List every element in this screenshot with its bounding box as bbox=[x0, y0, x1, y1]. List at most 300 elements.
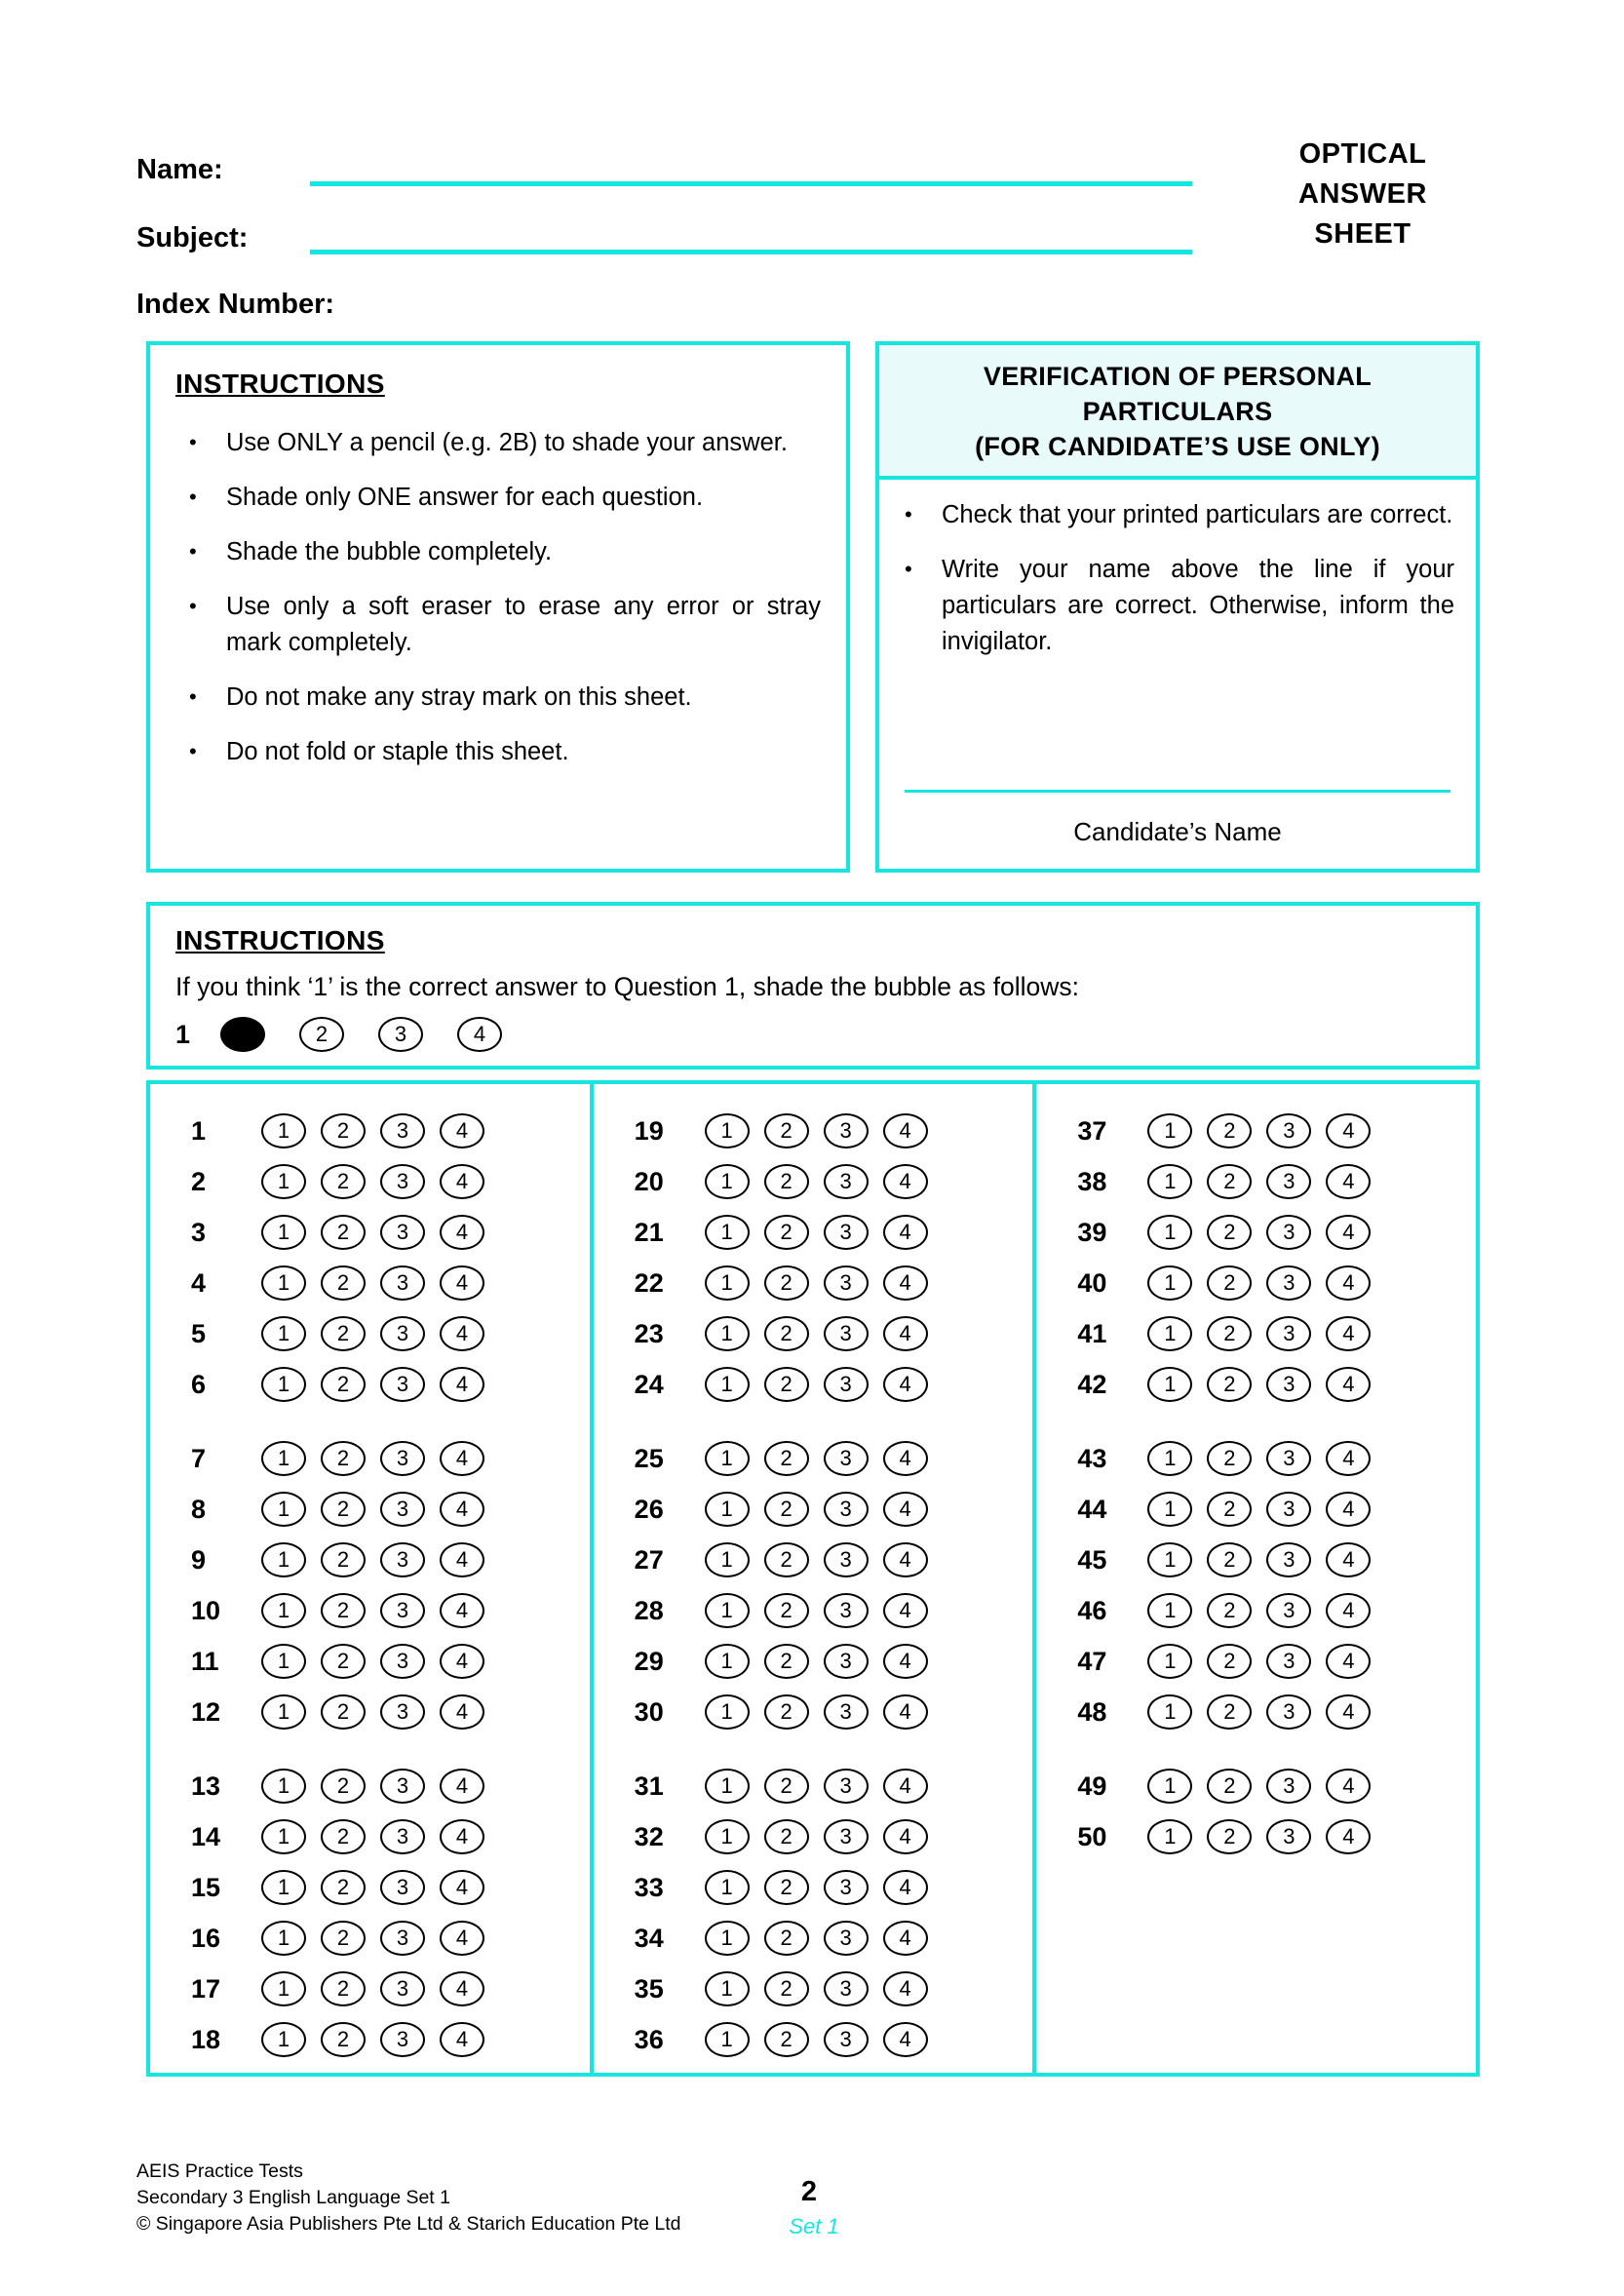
bubble-q17-opt3[interactable]: 3 bbox=[380, 1971, 425, 2006]
bubble-q39-opt4[interactable]: 4 bbox=[1326, 1215, 1371, 1250]
bubble-group bbox=[705, 1542, 928, 1577]
bubble-q28-opt3[interactable]: 3 bbox=[824, 1593, 869, 1628]
bubble-q33-opt3[interactable]: 3 bbox=[824, 1870, 869, 1905]
question-number: 17 bbox=[191, 1973, 221, 2004]
bubble-q5-opt2[interactable]: 2 bbox=[321, 1316, 366, 1351]
answer-row bbox=[594, 2014, 1033, 2065]
question-number: 50 bbox=[1077, 1821, 1107, 1851]
bubble-group bbox=[261, 1164, 484, 1199]
verification-heading bbox=[879, 345, 1476, 480]
bubble-q25-opt1[interactable]: 1 bbox=[705, 1441, 750, 1476]
bubble-q24-opt3[interactable]: 3 bbox=[824, 1367, 869, 1402]
bubble-q24-opt1[interactable]: 1 bbox=[705, 1367, 750, 1402]
bubble-q38-opt4[interactable]: 4 bbox=[1326, 1164, 1371, 1199]
answer-row bbox=[1036, 1687, 1476, 1737]
example-instructions-box bbox=[146, 902, 1480, 1070]
bubble-q47-opt4[interactable]: 4 bbox=[1326, 1644, 1371, 1679]
bubble-q22-opt3[interactable]: 3 bbox=[824, 1265, 869, 1301]
index-number-label: Index Number: bbox=[136, 289, 335, 320]
question-number: 42 bbox=[1077, 1369, 1107, 1399]
bubble-q42-opt1[interactable]: 1 bbox=[1147, 1367, 1192, 1402]
answer-column-3 bbox=[1032, 1084, 1476, 2073]
bubble-q17-opt1[interactable]: 1 bbox=[261, 1971, 306, 2006]
bubble-q9-opt4[interactable]: 4 bbox=[440, 1542, 484, 1577]
bubble-q35-opt1[interactable]: 1 bbox=[705, 1971, 750, 2006]
bubble-q40-opt2[interactable]: 2 bbox=[1207, 1265, 1252, 1301]
bubble-q15-opt4[interactable]: 4 bbox=[440, 1870, 484, 1905]
bubble-q2-opt4[interactable]: 4 bbox=[440, 1164, 484, 1199]
bubble-q50-opt2[interactable]: 2 bbox=[1207, 1819, 1252, 1854]
bubble-q36-opt4[interactable]: 4 bbox=[883, 2022, 928, 2057]
bubble-q34-opt1[interactable]: 1 bbox=[705, 1921, 750, 1956]
bubble-q11-opt3[interactable]: 3 bbox=[380, 1644, 425, 1679]
bubble-q43-opt3[interactable]: 3 bbox=[1266, 1441, 1311, 1476]
bubble-q11-opt1[interactable]: 1 bbox=[261, 1644, 306, 1679]
bubble-q46-opt3[interactable]: 3 bbox=[1266, 1593, 1311, 1628]
question-number: 1 bbox=[191, 1115, 207, 1146]
bubble-q21-opt4[interactable]: 4 bbox=[883, 1215, 928, 1250]
bubble-q24-opt4[interactable]: 4 bbox=[883, 1367, 928, 1402]
bubble-q16-opt2[interactable]: 2 bbox=[321, 1921, 366, 1956]
footer-line-1: AEIS Practice Tests bbox=[136, 2160, 303, 2182]
bubble-q44-opt3[interactable]: 3 bbox=[1266, 1492, 1311, 1527]
bubble-q6-opt2[interactable]: 2 bbox=[321, 1367, 366, 1402]
bubble-group bbox=[261, 1769, 484, 1804]
bubble-q1-opt1[interactable]: 1 bbox=[261, 1113, 306, 1148]
bubble-group bbox=[1147, 1492, 1371, 1527]
answer-row bbox=[594, 1258, 1033, 1308]
bubble-group bbox=[1147, 1694, 1371, 1730]
bubble-q46-opt4[interactable]: 4 bbox=[1326, 1593, 1371, 1628]
candidate-name-input-line[interactable] bbox=[905, 790, 1450, 793]
answer-row bbox=[1036, 1585, 1476, 1636]
bubble-group bbox=[705, 1971, 928, 2006]
bubble-group bbox=[1147, 1164, 1371, 1199]
bubble-group bbox=[261, 1441, 484, 1476]
bubble-q49-opt1[interactable]: 1 bbox=[1147, 1769, 1192, 1804]
verification-item: • Write your name above the line if your particulars are correct. Otherwise, inform the invigilator. bbox=[891, 552, 1454, 660]
bubble-group bbox=[705, 1593, 928, 1628]
answer-row bbox=[594, 1535, 1033, 1585]
bubble-q7-opt3[interactable]: 3 bbox=[380, 1441, 425, 1476]
bubble-q45-opt2[interactable]: 2 bbox=[1207, 1542, 1252, 1577]
bubble-q28-opt2[interactable]: 2 bbox=[764, 1593, 809, 1628]
bubble-q38-opt1[interactable]: 1 bbox=[1147, 1164, 1192, 1199]
bubble-q13-opt1[interactable]: 1 bbox=[261, 1769, 306, 1804]
question-number: 10 bbox=[191, 1595, 221, 1625]
bubble-q32-opt2[interactable]: 2 bbox=[764, 1819, 809, 1854]
bubble-q18-opt3[interactable]: 3 bbox=[380, 2022, 425, 2057]
bubble-q26-opt4[interactable]: 4 bbox=[883, 1492, 928, 1527]
bubble-q27-opt1[interactable]: 1 bbox=[705, 1542, 750, 1577]
bubble-q39-opt3[interactable]: 3 bbox=[1266, 1215, 1311, 1250]
question-number: 38 bbox=[1077, 1166, 1107, 1196]
question-number: 33 bbox=[634, 1872, 664, 1902]
bubble-q14-opt1[interactable]: 1 bbox=[261, 1819, 306, 1854]
bubble-q29-opt4[interactable]: 4 bbox=[883, 1644, 928, 1679]
bubble-group bbox=[705, 1492, 928, 1527]
bubble-q34-opt2[interactable]: 2 bbox=[764, 1921, 809, 1956]
example-bubble-2[interactable]: 2 bbox=[299, 1017, 344, 1052]
bubble-q15-opt2[interactable]: 2 bbox=[321, 1870, 366, 1905]
bubble-q37-opt2[interactable]: 2 bbox=[1207, 1113, 1252, 1148]
bubble-group bbox=[261, 1492, 484, 1527]
answer-row bbox=[594, 1913, 1033, 1964]
question-number: 43 bbox=[1077, 1443, 1107, 1473]
question-number: 48 bbox=[1077, 1696, 1107, 1727]
bubble-q9-opt3[interactable]: 3 bbox=[380, 1542, 425, 1577]
question-number: 41 bbox=[1077, 1318, 1107, 1348]
answer-row bbox=[1036, 1535, 1476, 1585]
bubble-q1-opt2[interactable]: 2 bbox=[321, 1113, 366, 1148]
verification-item: • Check that your printed particulars are correct. bbox=[891, 497, 1454, 533]
bubble-q20-opt1[interactable]: 1 bbox=[705, 1164, 750, 1199]
bubble-q26-opt1[interactable]: 1 bbox=[705, 1492, 750, 1527]
bubble-q18-opt2[interactable]: 2 bbox=[321, 2022, 366, 2057]
bubble-q14-opt3[interactable]: 3 bbox=[380, 1819, 425, 1854]
bubble-q30-opt1[interactable]: 1 bbox=[705, 1694, 750, 1730]
bubble-q1-opt4[interactable]: 4 bbox=[440, 1113, 484, 1148]
bubble-q44-opt4[interactable]: 4 bbox=[1326, 1492, 1371, 1527]
bubble-q19-opt1[interactable]: 1 bbox=[705, 1113, 750, 1148]
bubble-q42-opt4[interactable]: 4 bbox=[1326, 1367, 1371, 1402]
bubble-q28-opt1[interactable]: 1 bbox=[705, 1593, 750, 1628]
bubble-q49-opt3[interactable]: 3 bbox=[1266, 1769, 1311, 1804]
bubble-q35-opt3[interactable]: 3 bbox=[824, 1971, 869, 2006]
example-question-number: 1 bbox=[175, 1019, 191, 1049]
answer-row bbox=[1036, 1636, 1476, 1687]
bubble-q16-opt1[interactable]: 1 bbox=[261, 1921, 306, 1956]
bubble-q16-opt3[interactable]: 3 bbox=[380, 1921, 425, 1956]
bubble-q5-opt1[interactable]: 1 bbox=[261, 1316, 306, 1351]
verification-heading-line-1: VERIFICATION OF PERSONAL bbox=[983, 362, 1373, 391]
bubble-q14-opt2[interactable]: 2 bbox=[321, 1819, 366, 1854]
question-number: 13 bbox=[191, 1771, 221, 1801]
answer-row bbox=[150, 1484, 590, 1535]
bubble-q50-opt3[interactable]: 3 bbox=[1266, 1819, 1311, 1854]
bubble-q27-opt2[interactable]: 2 bbox=[764, 1542, 809, 1577]
answer-row bbox=[150, 1811, 590, 1862]
sheet-title bbox=[1217, 135, 1509, 254]
bubble-q31-opt3[interactable]: 3 bbox=[824, 1769, 869, 1804]
bubble-q46-opt2[interactable]: 2 bbox=[1207, 1593, 1252, 1628]
bubble-group bbox=[1147, 1441, 1371, 1476]
bubble-q5-opt3[interactable]: 3 bbox=[380, 1316, 425, 1351]
bubble-q50-opt4[interactable]: 4 bbox=[1326, 1819, 1371, 1854]
bubble-group bbox=[1147, 1769, 1371, 1804]
bubble-q20-opt3[interactable]: 3 bbox=[824, 1164, 869, 1199]
bubble-q5-opt4[interactable]: 4 bbox=[440, 1316, 484, 1351]
bubble-q30-opt2[interactable]: 2 bbox=[764, 1694, 809, 1730]
bubble-q45-opt3[interactable]: 3 bbox=[1266, 1542, 1311, 1577]
answer-row bbox=[1036, 1258, 1476, 1308]
bubble-q33-opt4[interactable]: 4 bbox=[883, 1870, 928, 1905]
bubble-q23-opt1[interactable]: 1 bbox=[705, 1316, 750, 1351]
bubble-q24-opt2[interactable]: 2 bbox=[764, 1367, 809, 1402]
bubble-q6-opt3[interactable]: 3 bbox=[380, 1367, 425, 1402]
bubble-q45-opt1[interactable]: 1 bbox=[1147, 1542, 1192, 1577]
bubble-q23-opt2[interactable]: 2 bbox=[764, 1316, 809, 1351]
bubble-q47-opt2[interactable]: 2 bbox=[1207, 1644, 1252, 1679]
bubble-q37-opt4[interactable]: 4 bbox=[1326, 1113, 1371, 1148]
bubble-q36-opt2[interactable]: 2 bbox=[764, 2022, 809, 2057]
bubble-q37-opt3[interactable]: 3 bbox=[1266, 1113, 1311, 1148]
bubble-q22-opt4[interactable]: 4 bbox=[883, 1265, 928, 1301]
bubble-q4-opt1[interactable]: 1 bbox=[261, 1265, 306, 1301]
bubble-group bbox=[261, 1265, 484, 1301]
question-number: 14 bbox=[191, 1821, 221, 1851]
bubble-group bbox=[261, 2022, 484, 2057]
bubble-q29-opt1[interactable]: 1 bbox=[705, 1644, 750, 1679]
bubble-q4-opt4[interactable]: 4 bbox=[440, 1265, 484, 1301]
bubble-q19-opt4[interactable]: 4 bbox=[883, 1113, 928, 1148]
question-number: 37 bbox=[1077, 1115, 1107, 1146]
question-number: 3 bbox=[191, 1217, 207, 1247]
bubble-group bbox=[1147, 1819, 1371, 1854]
bubble-group bbox=[261, 1593, 484, 1628]
bubble-q30-opt3[interactable]: 3 bbox=[824, 1694, 869, 1730]
bubble-group bbox=[261, 1316, 484, 1351]
bubble-q11-opt2[interactable]: 2 bbox=[321, 1644, 366, 1679]
bubble-q8-opt1[interactable]: 1 bbox=[261, 1492, 306, 1527]
bubble-q47-opt1[interactable]: 1 bbox=[1147, 1644, 1192, 1679]
question-number: 6 bbox=[191, 1369, 207, 1399]
bubble-q22-opt2[interactable]: 2 bbox=[764, 1265, 809, 1301]
bubble-q40-opt3[interactable]: 3 bbox=[1266, 1265, 1311, 1301]
bubble-q25-opt4[interactable]: 4 bbox=[883, 1441, 928, 1476]
bubble-q10-opt3[interactable]: 3 bbox=[380, 1593, 425, 1628]
bubble-q6-opt4[interactable]: 4 bbox=[440, 1367, 484, 1402]
bubble-q43-opt1[interactable]: 1 bbox=[1147, 1441, 1192, 1476]
bubble-q2-opt2[interactable]: 2 bbox=[321, 1164, 366, 1199]
bubble-q29-opt3[interactable]: 3 bbox=[824, 1644, 869, 1679]
bubble-group bbox=[261, 1819, 484, 1854]
bubble-q40-opt1[interactable]: 1 bbox=[1147, 1265, 1192, 1301]
bubble-q8-opt3[interactable]: 3 bbox=[380, 1492, 425, 1527]
answer-column-2 bbox=[590, 1084, 1033, 2073]
bubble-q13-opt3[interactable]: 3 bbox=[380, 1769, 425, 1804]
bubble-q35-opt4[interactable]: 4 bbox=[883, 1971, 928, 2006]
bubble-q7-opt2[interactable]: 2 bbox=[321, 1441, 366, 1476]
answer-row bbox=[1036, 1811, 1476, 1862]
bubble-q47-opt3[interactable]: 3 bbox=[1266, 1644, 1311, 1679]
answer-row bbox=[594, 1687, 1033, 1737]
bubble-q6-opt1[interactable]: 1 bbox=[261, 1367, 306, 1402]
bubble-q34-opt4[interactable]: 4 bbox=[883, 1921, 928, 1956]
bubble-q9-opt1[interactable]: 1 bbox=[261, 1542, 306, 1577]
bubble-q26-opt2[interactable]: 2 bbox=[764, 1492, 809, 1527]
bubble-q12-opt1[interactable]: 1 bbox=[261, 1694, 306, 1730]
bubble-q26-opt3[interactable]: 3 bbox=[824, 1492, 869, 1527]
subject-input-line[interactable] bbox=[310, 250, 1192, 254]
bubble-q8-opt2[interactable]: 2 bbox=[321, 1492, 366, 1527]
bubble-q49-opt2[interactable]: 2 bbox=[1207, 1769, 1252, 1804]
bubble-q46-opt1[interactable]: 1 bbox=[1147, 1593, 1192, 1628]
bubble-q49-opt4[interactable]: 4 bbox=[1326, 1769, 1371, 1804]
bubble-q34-opt3[interactable]: 3 bbox=[824, 1921, 869, 1956]
bubble-q31-opt2[interactable]: 2 bbox=[764, 1769, 809, 1804]
bubble-q41-opt4[interactable]: 4 bbox=[1326, 1316, 1371, 1351]
answer-row bbox=[594, 1156, 1033, 1207]
bubble-q14-opt4[interactable]: 4 bbox=[440, 1819, 484, 1854]
question-number: 25 bbox=[634, 1443, 664, 1473]
question-number: 22 bbox=[634, 1267, 664, 1298]
bubble-group bbox=[261, 1542, 484, 1577]
footer-line-2: Secondary 3 English Language Set 1 bbox=[136, 2187, 450, 2208]
answer-row bbox=[150, 1761, 590, 1811]
bubble-q48-opt1[interactable]: 1 bbox=[1147, 1694, 1192, 1730]
bubble-q48-opt3[interactable]: 3 bbox=[1266, 1694, 1311, 1730]
bubble-q18-opt1[interactable]: 1 bbox=[261, 2022, 306, 2057]
bubble-q12-opt2[interactable]: 2 bbox=[321, 1694, 366, 1730]
bubble-group bbox=[261, 1921, 484, 1956]
bubble-q12-opt3[interactable]: 3 bbox=[380, 1694, 425, 1730]
bubble-q21-opt2[interactable]: 2 bbox=[764, 1215, 809, 1250]
bubble-q43-opt4[interactable]: 4 bbox=[1326, 1441, 1371, 1476]
bubble-q7-opt4[interactable]: 4 bbox=[440, 1441, 484, 1476]
bubble-q36-opt1[interactable]: 1 bbox=[705, 2022, 750, 2057]
bubble-q27-opt3[interactable]: 3 bbox=[824, 1542, 869, 1577]
question-number: 20 bbox=[634, 1166, 664, 1196]
bubble-q1-opt3[interactable]: 3 bbox=[380, 1113, 425, 1148]
bubble-q38-opt2[interactable]: 2 bbox=[1207, 1164, 1252, 1199]
bubble-q38-opt3[interactable]: 3 bbox=[1266, 1164, 1311, 1199]
bubble-q42-opt3[interactable]: 3 bbox=[1266, 1367, 1311, 1402]
bubble-q39-opt2[interactable]: 2 bbox=[1207, 1215, 1252, 1250]
bubble-q42-opt2[interactable]: 2 bbox=[1207, 1367, 1252, 1402]
instructions-item: • Do not fold or staple this sheet. bbox=[175, 734, 821, 770]
bubble-q32-opt1[interactable]: 1 bbox=[705, 1819, 750, 1854]
bubble-q20-opt2[interactable]: 2 bbox=[764, 1164, 809, 1199]
bubble-q33-opt1[interactable]: 1 bbox=[705, 1870, 750, 1905]
bubble-q31-opt1[interactable]: 1 bbox=[705, 1769, 750, 1804]
bubble-q19-opt3[interactable]: 3 bbox=[824, 1113, 869, 1148]
bubble-q3-opt3[interactable]: 3 bbox=[380, 1215, 425, 1250]
answer-row bbox=[594, 1585, 1033, 1636]
answer-row bbox=[1036, 1484, 1476, 1535]
bubble-q36-opt3[interactable]: 3 bbox=[824, 2022, 869, 2057]
answer-grid bbox=[146, 1080, 1480, 2077]
question-number: 49 bbox=[1077, 1771, 1107, 1801]
bubble-q19-opt2[interactable]: 2 bbox=[764, 1113, 809, 1148]
bubble-q13-opt4[interactable]: 4 bbox=[440, 1769, 484, 1804]
bubble-q25-opt2[interactable]: 2 bbox=[764, 1441, 809, 1476]
bubble-group bbox=[705, 1769, 928, 1804]
bubble-q32-opt3[interactable]: 3 bbox=[824, 1819, 869, 1854]
bubble-q23-opt4[interactable]: 4 bbox=[883, 1316, 928, 1351]
bubble-q35-opt2[interactable]: 2 bbox=[764, 1971, 809, 2006]
bubble-q4-opt3[interactable]: 3 bbox=[380, 1265, 425, 1301]
bubble-q3-opt1[interactable]: 1 bbox=[261, 1215, 306, 1250]
bubble-q16-opt4[interactable]: 4 bbox=[440, 1921, 484, 1956]
example-bubble-4[interactable]: 4 bbox=[457, 1017, 502, 1052]
bubble-q22-opt1[interactable]: 1 bbox=[705, 1265, 750, 1301]
bubble-q41-opt1[interactable]: 1 bbox=[1147, 1316, 1192, 1351]
example-bubble-3[interactable]: 3 bbox=[378, 1017, 423, 1052]
question-number: 46 bbox=[1077, 1595, 1107, 1625]
page-number: 2 bbox=[800, 2176, 818, 2207]
bubble-q45-opt4[interactable]: 4 bbox=[1326, 1542, 1371, 1577]
bubble-q11-opt4[interactable]: 4 bbox=[440, 1644, 484, 1679]
bubble-q4-opt2[interactable]: 2 bbox=[321, 1265, 366, 1301]
bubble-q21-opt3[interactable]: 3 bbox=[824, 1215, 869, 1250]
bubble-q2-opt1[interactable]: 1 bbox=[261, 1164, 306, 1199]
answer-row bbox=[594, 1761, 1033, 1811]
bubble-q43-opt2[interactable]: 2 bbox=[1207, 1441, 1252, 1476]
bubble-q21-opt1[interactable]: 1 bbox=[705, 1215, 750, 1250]
bubble-q12-opt4[interactable]: 4 bbox=[440, 1694, 484, 1730]
bubble-q23-opt3[interactable]: 3 bbox=[824, 1316, 869, 1351]
answer-row bbox=[150, 1308, 590, 1359]
bubble-q17-opt2[interactable]: 2 bbox=[321, 1971, 366, 2006]
bubble-q29-opt2[interactable]: 2 bbox=[764, 1644, 809, 1679]
bubble-q13-opt2[interactable]: 2 bbox=[321, 1769, 366, 1804]
question-number: 28 bbox=[634, 1595, 664, 1625]
answer-row bbox=[594, 1207, 1033, 1258]
bubble-q20-opt4[interactable]: 4 bbox=[883, 1164, 928, 1199]
bubble-q2-opt3[interactable]: 3 bbox=[380, 1164, 425, 1199]
bubble-q3-opt2[interactable]: 2 bbox=[321, 1215, 366, 1250]
bubble-q44-opt2[interactable]: 2 bbox=[1207, 1492, 1252, 1527]
bubble-q15-opt1[interactable]: 1 bbox=[261, 1870, 306, 1905]
bubble-q3-opt4[interactable]: 4 bbox=[440, 1215, 484, 1250]
name-input-line[interactable] bbox=[310, 181, 1192, 186]
bubble-q37-opt1[interactable]: 1 bbox=[1147, 1113, 1192, 1148]
bubble-q27-opt4[interactable]: 4 bbox=[883, 1542, 928, 1577]
bubble-q7-opt1[interactable]: 1 bbox=[261, 1441, 306, 1476]
question-number: 9 bbox=[191, 1544, 207, 1575]
question-number: 8 bbox=[191, 1494, 207, 1524]
bubble-group bbox=[705, 1113, 928, 1148]
bubble-q10-opt4[interactable]: 4 bbox=[440, 1593, 484, 1628]
bubble-q39-opt1[interactable]: 1 bbox=[1147, 1215, 1192, 1250]
bubble-q40-opt4[interactable]: 4 bbox=[1326, 1265, 1371, 1301]
bubble-q9-opt2[interactable]: 2 bbox=[321, 1542, 366, 1577]
bubble-q30-opt4[interactable]: 4 bbox=[883, 1694, 928, 1730]
bubble-group bbox=[1147, 1593, 1371, 1628]
bubble-group bbox=[261, 1644, 484, 1679]
question-number: 15 bbox=[191, 1872, 221, 1902]
bubble-q8-opt4[interactable]: 4 bbox=[440, 1492, 484, 1527]
bubble-q17-opt4[interactable]: 4 bbox=[440, 1971, 484, 2006]
bubble-q31-opt4[interactable]: 4 bbox=[883, 1769, 928, 1804]
answer-row bbox=[1036, 1359, 1476, 1410]
answer-row bbox=[150, 1207, 590, 1258]
bubble-q50-opt1[interactable]: 1 bbox=[1147, 1819, 1192, 1854]
question-number: 32 bbox=[634, 1821, 664, 1851]
bubble-q41-opt3[interactable]: 3 bbox=[1266, 1316, 1311, 1351]
bubble-q33-opt2[interactable]: 2 bbox=[764, 1870, 809, 1905]
bubble-q10-opt1[interactable]: 1 bbox=[261, 1593, 306, 1628]
bubble-group bbox=[705, 2022, 928, 2057]
answer-row bbox=[1036, 1761, 1476, 1811]
bubble-q10-opt2[interactable]: 2 bbox=[321, 1593, 366, 1628]
bubble-q41-opt2[interactable]: 2 bbox=[1207, 1316, 1252, 1351]
bubble-q25-opt3[interactable]: 3 bbox=[824, 1441, 869, 1476]
answer-row bbox=[594, 1964, 1033, 2014]
bubble-q48-opt4[interactable]: 4 bbox=[1326, 1694, 1371, 1730]
bubble-q18-opt4[interactable]: 4 bbox=[440, 2022, 484, 2057]
example-bubble-1[interactable] bbox=[220, 1017, 265, 1052]
answer-row bbox=[150, 1913, 590, 1964]
verification-heading-line-2: PARTICULARS bbox=[1082, 397, 1273, 426]
bubble-q48-opt2[interactable]: 2 bbox=[1207, 1694, 1252, 1730]
instructions-item: • Do not make any stray mark on this sheet. bbox=[175, 680, 821, 716]
bubble-q15-opt3[interactable]: 3 bbox=[380, 1870, 425, 1905]
bubble-q28-opt4[interactable]: 4 bbox=[883, 1593, 928, 1628]
bubble-q44-opt1[interactable]: 1 bbox=[1147, 1492, 1192, 1527]
bubble-q32-opt4[interactable]: 4 bbox=[883, 1819, 928, 1854]
